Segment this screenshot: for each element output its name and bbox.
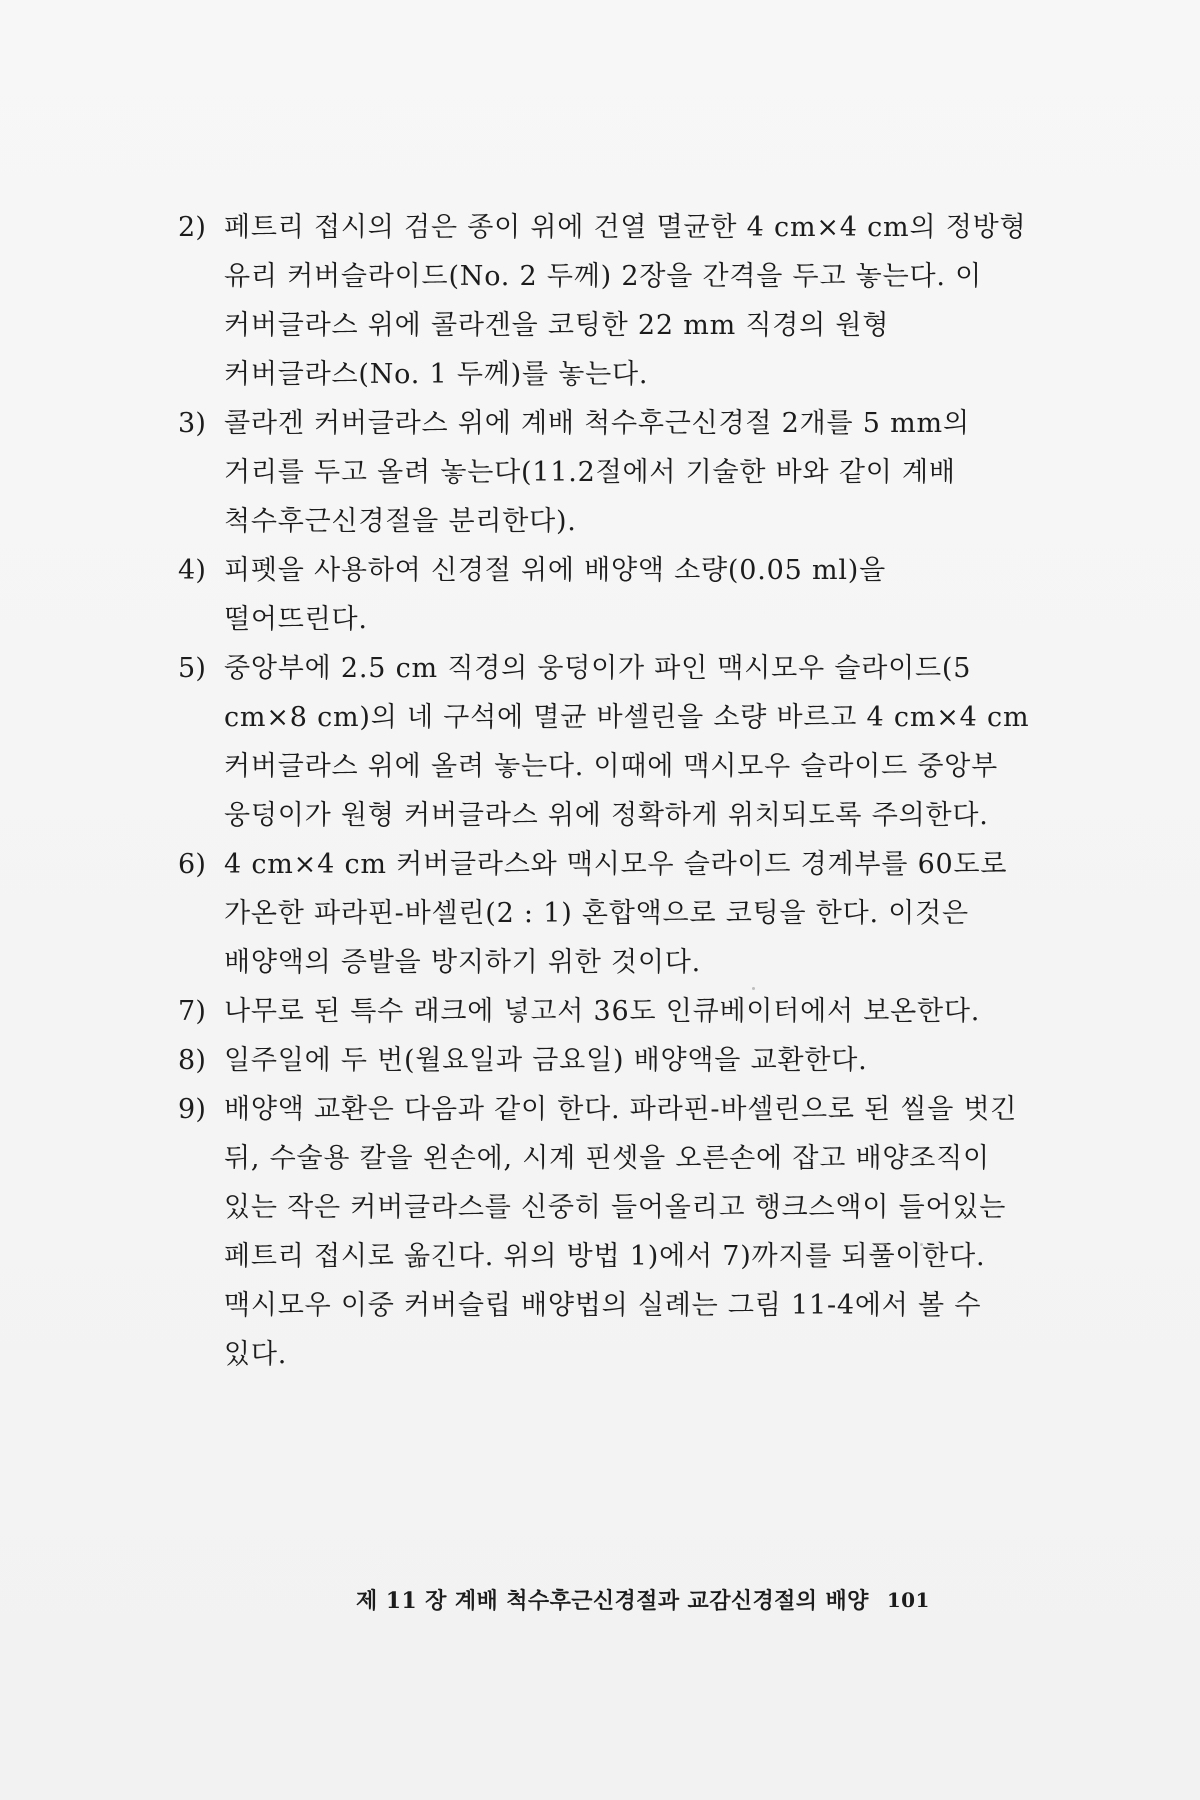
- procedure-list: [178, 203, 1030, 1379]
- step-number: 5): [178, 653, 207, 684]
- procedure-step: [178, 1085, 1030, 1379]
- step-number: 7): [178, 996, 207, 1027]
- procedure-step: [178, 644, 1030, 840]
- procedure-step: [178, 546, 1030, 644]
- scan-speck: [920, 1243, 923, 1246]
- step-text: 피펫을 사용하여 신경절 위에 배양액 소량(0.05 ml)을 떨어뜨린다.: [224, 555, 886, 635]
- step-text: 나무로 된 특수 래크에 넣고서 36도 인큐베이터에서 보온한다.: [224, 996, 981, 1027]
- step-number: 4): [178, 555, 207, 586]
- page-footer: [356, 1584, 1006, 1615]
- step-text: 페트리 접시의 검은 종이 위에 건열 멸균한 4 cm×4 cm의 정방형 유리 커버슬라이드(No. 2 두께) 2장을 간격을 두고 놓는다. 이 커버글라스 위에 콜라겐을 코팅한 22 mm 직경의 원형 커버글라스(No. 1 두께)를 놓는다.: [224, 212, 1027, 390]
- step-text: 일주일에 두 번(월요일과 금요일) 배양액을 교환한다.: [224, 1045, 868, 1076]
- scan-speck: [928, 770, 931, 773]
- procedure-step: [178, 203, 1030, 399]
- step-text: 배양액 교환은 다음과 같이 한다. 파라핀-바셀린으로 된 씰을 벗긴 뒤, 수술용 칼을 왼손에, 시계 핀셋을 오른손에 잡고 배양조직이 있는 작은 커버글라스를 신중히 들어올리고 행크스액이 들어있는 페트리 접시로 옮긴다. 위의 방법 1)에서 7)까지를 되풀이한다. 맥시모우 이중 커버슬립 배양법의 실례는 그림 11-4에서 볼 수 있다.: [224, 1094, 1018, 1370]
- scan-speck: [752, 987, 755, 990]
- step-text: 4 cm×4 cm 커버글라스와 맥시모우 슬라이드 경계부를 60도로 가온한 파라핀-바셀린(2 : 1) 혼합액으로 코팅을 한다. 이것은 배양액의 증발을 방지하기 위한 것이다.: [224, 849, 1008, 978]
- step-text: 중앙부에 2.5 cm 직경의 웅덩이가 파인 맥시모우 슬라이드(5 cm×8 cm)의 네 구석에 멸균 바셀린을 소량 바르고 4 cm×4 cm 커버글라스 위에 올려 놓는다. 이때에 맥시모우 슬라이드 중앙부 웅덩이가 원형 커버글라스 위에 정확하게 위치되도록 주의한다.: [224, 653, 1030, 831]
- procedure-step: [178, 1036, 1030, 1085]
- step-number: 6): [178, 849, 207, 880]
- step-number: 9): [178, 1094, 207, 1125]
- step-text: 콜라겐 커버글라스 위에 계배 척수후근신경절 2개를 5 mm의 거리를 두고 올려 놓는다(11.2절에서 기술한 바와 같이 계배 척수후근신경절을 분리한다).: [224, 408, 970, 537]
- chapter-title: 제 11 장 계배 척수후근신경절과 교감신경절의 배양: [356, 1588, 869, 1614]
- procedure-step: [178, 840, 1030, 987]
- procedure-step: [178, 987, 1030, 1036]
- step-number: 2): [178, 212, 207, 243]
- procedure-step: [178, 399, 1030, 546]
- step-number: 3): [178, 408, 207, 439]
- page-number: 101: [886, 1587, 930, 1612]
- step-number: 8): [178, 1045, 207, 1076]
